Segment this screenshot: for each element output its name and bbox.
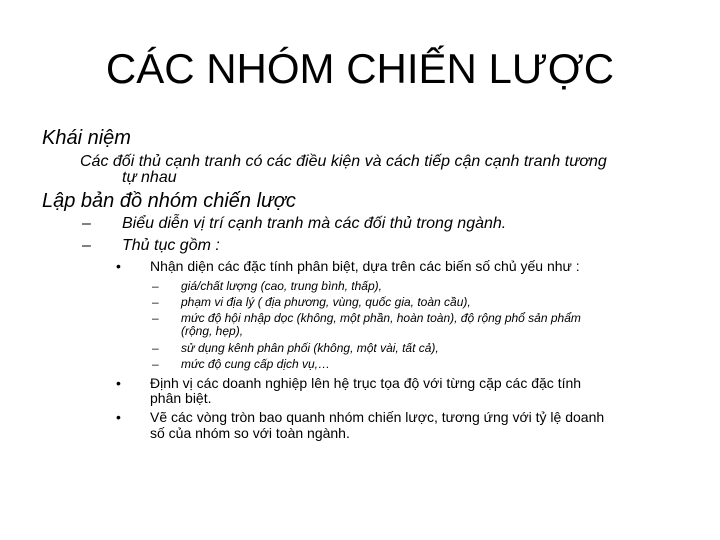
variable-item-2: phạm vi địa lý ( địa phương, vùng, quốc gia, toàn cầu),	[181, 295, 471, 309]
bullet-marker: •	[116, 258, 121, 274]
dash-marker: –	[152, 341, 159, 355]
procedure-step-3-line2: số của nhóm so với toàn ngành.	[150, 425, 350, 441]
mapping-heading: Lập bản đồ nhóm chiến lược	[42, 190, 296, 212]
concept-text-line2: tự nhau	[122, 169, 177, 186]
variable-item-1: giá/chất lượng (cao, trung bình, thấp),	[181, 279, 382, 293]
slide-title: CÁC NHÓM CHIẾN LƯỢC	[105, 45, 615, 92]
bullet-marker: •	[116, 375, 121, 391]
variable-item-3-line2: (rộng, hẹp),	[181, 324, 244, 338]
variable-item-5: mức độ cung cấp dịch vụ,…	[181, 357, 331, 371]
procedure-step-1: Nhận diện các đặc tính phân biệt, dựa trên các biến số chủ yếu như :	[150, 258, 580, 274]
variable-item-4: sử dụng kênh phân phối (không, một vài, tất cả),	[181, 341, 439, 355]
procedure-step-2-line2: phân biệt.	[150, 390, 212, 406]
bullet-marker: •	[116, 409, 121, 425]
variable-item-3-line1: mức độ hội nhập dọc (không, một phần, hoàn toàn), độ rộng phổ sản phẩm	[181, 311, 581, 325]
concept-heading: Khái niệm	[42, 127, 131, 149]
dash-marker: –	[152, 357, 159, 371]
mapping-item-1: Biểu diễn vị trí cạnh tranh mà các đối thủ trong ngành.	[122, 215, 507, 232]
dash-marker: –	[152, 279, 159, 293]
mapping-item-2: Thủ tục gồm :	[122, 237, 220, 254]
dash-marker: –	[152, 311, 159, 325]
concept-text-line1: Các đối thủ cạnh tranh có các điều kiện và cách tiếp cận cạnh tranh tương	[80, 153, 607, 170]
dash-marker: –	[82, 237, 91, 254]
dash-marker: –	[152, 295, 159, 309]
procedure-step-3-line1: Vẽ các vòng tròn bao quanh nhóm chiến lược, tương ứng với tỷ lệ doanh	[150, 409, 605, 425]
dash-marker: –	[82, 215, 91, 232]
procedure-step-2-line1: Định vị các doanh nghiệp lên hệ trục tọa độ với từng cặp các đặc tính	[150, 375, 582, 391]
